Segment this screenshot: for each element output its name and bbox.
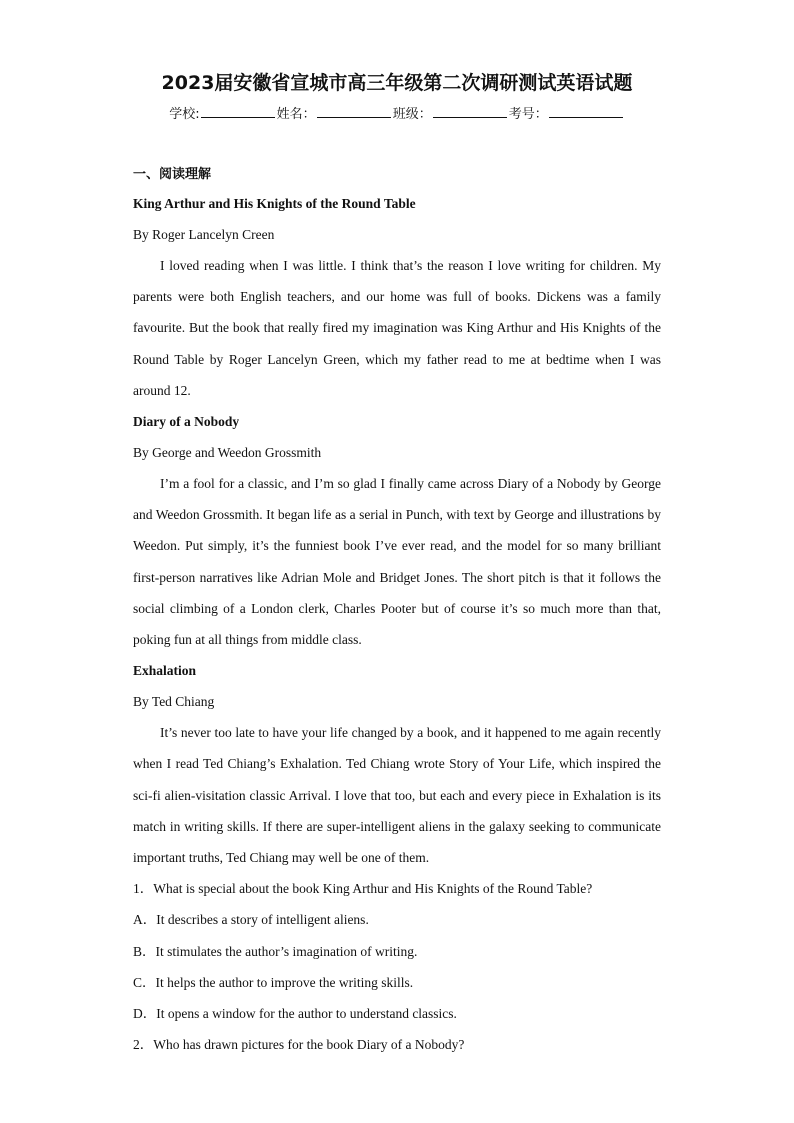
exam-title: 2023届安徽省宣城市高三年级第二次调研测试英语试题 <box>161 72 633 94</box>
book-title: Exhalation <box>133 663 197 679</box>
book-byline: By George and Weedon Grossmith <box>133 445 322 461</box>
section-heading: 一、阅读理解 <box>133 167 212 182</box>
school-label: 学校: <box>169 107 200 122</box>
book-review-paragraph: It’s never too late to have your life changed by a book, and it happened to me again recently when I read Ted Chiang’s Exhalation. Ted Chiang wrote Story of Your Life, which inspired the sci-fi alien-visitation classic Arrival. I love that too, but each and every piece in Exhalation is its match in writing skills. If there are super-intelligent aliens in the galaxy seeking to communicate important truths, Ted Chiang may well be one of them. <box>133 725 661 866</box>
number-label: 考号： <box>508 107 548 122</box>
class-blank[interactable] <box>433 105 507 118</box>
name-blank[interactable] <box>317 105 391 118</box>
answer-option-b[interactable]: B．It stimulates the author’s imagination of writing. <box>133 943 418 959</box>
answer-option-a[interactable]: A．It describes a story of intelligent aliens. <box>133 912 369 928</box>
number-blank[interactable] <box>549 105 623 118</box>
question-stem: 2．Who has drawn pictures for the book Diary of a Nobody? <box>133 1037 465 1053</box>
book-title: Diary of a Nobody <box>133 414 240 430</box>
book-title: King Arthur and His Knights of the Round Table <box>133 196 416 211</box>
book-review-paragraph: I’m a fool for a classic, and I’m so glad I finally came across Diary of a Nobody by George and Weedon Grossmith. It began life as a serial in Punch, with text by George and illustrations by Weedon. Put simply, it’s the funniest book I’ve ever read, and the model for so many brilliant first-person narratives like Adrian Mole and Bridget Jones. The short pitch is that it follows the social climbing of a London clerk, Charles Pooter but of course it’s so much more than that, poking fun at all things from middle class. <box>133 476 661 648</box>
book-byline: By Roger Lancelyn Creen <box>133 227 275 242</box>
class-label: 班级： <box>392 107 432 122</box>
name-label: 姓名： <box>276 107 316 122</box>
reading-section <box>133 162 661 1060</box>
answer-option-c[interactable]: C．It helps the author to improve the writing skills. <box>133 974 414 990</box>
student-info-line <box>0 103 794 122</box>
question-stem: 1．What is special about the book King Arthur and His Knights of the Round Table? <box>133 881 593 897</box>
answer-option-d[interactable]: D．It opens a window for the author to understand classics. <box>133 1006 457 1021</box>
school-blank[interactable] <box>201 105 275 118</box>
book-review-paragraph: I loved reading when I was little. I think that’s the reason I love writing for children. My parents were both English teachers, and our home was full of books. Dickens was a family favourite. But the book that really fired my imagination was King Arthur and His Knights of the Round Table by Roger Lancelyn Green, which my father read to me at bedtime when I was around 12. <box>133 258 661 398</box>
book-byline: By Ted Chiang <box>133 694 215 710</box>
